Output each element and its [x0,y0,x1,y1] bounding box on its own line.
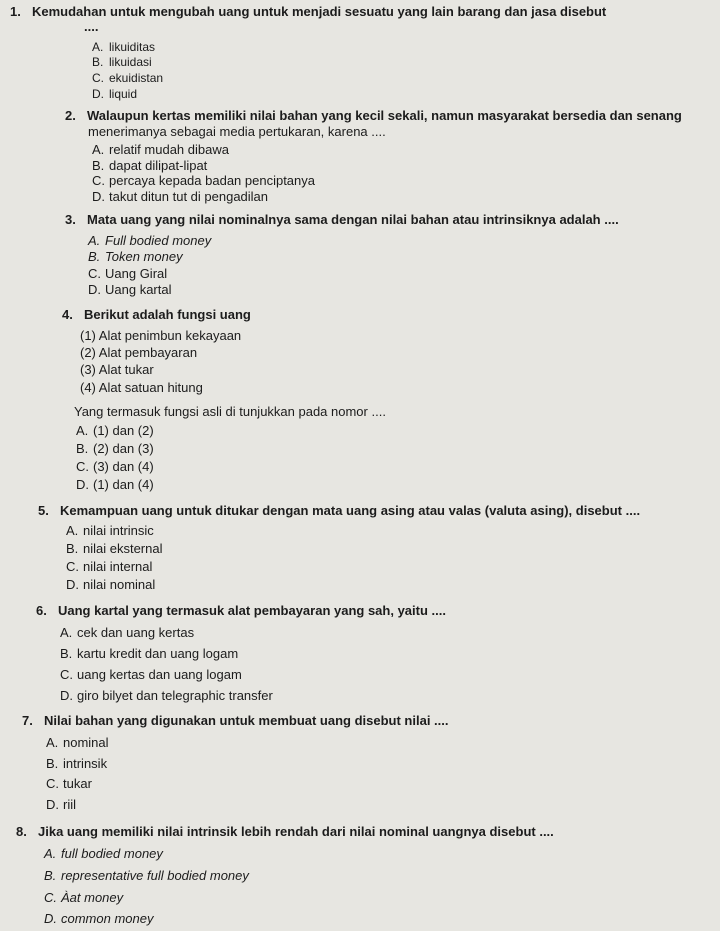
question-5 [38,503,640,518]
question-prompt: Yang termasuk fungsi asli di tunjukkan pada nomor .... [74,404,386,419]
question-text: Berikut adalah fungsi uang [84,307,251,322]
question-1 [10,4,606,19]
option-a: A. Full bodied money [88,233,212,248]
option-c: C. (3) dan (4) [76,459,154,474]
option-b: B. (2) dan (3) [76,441,154,456]
option-b: B. dapat dilipat-lipat [92,158,208,173]
option-d: D. giro bilyet dan telegraphic transfer [60,688,273,703]
option-b: B. likuidasi [92,55,152,69]
question-text: Kemudahan untuk mengubah uang untuk menjadi sesuatu yang lain barang dan jasa disebut [32,4,607,19]
question-6 [36,603,446,618]
question-3 [65,212,619,227]
option-c: C. uang kertas dan uang logam [60,667,242,682]
question-2 [65,108,682,123]
option-b: B. representative full bodied money [44,868,249,883]
question-text: Jika uang memiliki nilai intrinsik lebih rendah dari nilai nominal uangnya disebut .... [38,824,554,839]
list-item: (4) Alat satuan hitung [80,380,203,395]
question-text: Uang kartal yang termasuk alat pembayaran yang sah, yaitu .... [58,603,446,618]
option-c: C. Àat money [44,890,124,905]
question-text-cont: menerimanya sebagai media pertukaran, karena .... [88,124,386,139]
question-text: Nilai bahan yang digunakan untuk membuat uang disebut nilai .... [44,713,449,728]
question-number: 6. [36,603,47,618]
option-b: B. nilai eksternal [66,541,163,556]
question-4 [62,307,251,322]
option-d: D. (1) dan (4) [76,477,154,492]
question-number: 8. [16,824,27,839]
option-a: A. nilai intrinsic [66,523,154,538]
list-item: (1) Alat penimbun kekayaan [80,328,242,343]
option-d: D. riil [46,797,76,812]
option-c: C. nilai internal [66,559,153,574]
question-text: Mata uang yang nilai nominalnya sama dengan nilai bahan atau intrinsiknya adalah .... [87,212,619,227]
option-a: A. relatif mudah dibawa [92,142,229,157]
question-number: 3. [65,212,76,227]
question-number: 2. [65,108,76,123]
question-number: 5. [38,503,49,518]
list-item: (2) Alat pembayaran [80,345,198,360]
option-d: D. takut ditun tut di pengadilan [92,189,269,204]
option-a: A. likuiditas [92,40,156,54]
question-number: 1. [10,4,21,19]
option-c: C. ekuidistan [92,71,164,85]
question-text-cont: .... [84,19,99,34]
option-d: D. Uang kartal [88,282,172,297]
option-a: A. (1) dan (2) [76,423,154,438]
option-d: D. common money [44,911,154,926]
option-b: B. Token money [88,249,183,264]
option-d: D. liquid [92,87,138,101]
option-d: D. nilai nominal [66,577,156,592]
option-b: B. intrinsik [46,756,108,771]
option-a: A. cek dan uang kertas [60,625,195,640]
question-text: Walaupun kertas memiliki nilai bahan yang kecil sekali, namun masyarakat bersedia dan senang [87,108,682,123]
option-c: C. percaya kepada badan penciptanya [92,173,315,188]
question-number: 4. [62,307,73,322]
question-text: Kemampuan uang untuk ditukar dengan mata uang asing atau valas (valuta asing), disebut .... [60,503,641,518]
option-a: A. full bodied money [44,846,163,861]
option-b: B. kartu kredit dan uang logam [60,646,239,661]
option-c: C. tukar [46,776,92,791]
option-a: A. nominal [46,735,109,750]
question-7 [22,713,449,728]
list-item: (3) Alat tukar [80,362,154,377]
question-number: 7. [22,713,33,728]
option-c: C. Uang Giral [88,266,168,281]
question-8 [16,824,554,839]
